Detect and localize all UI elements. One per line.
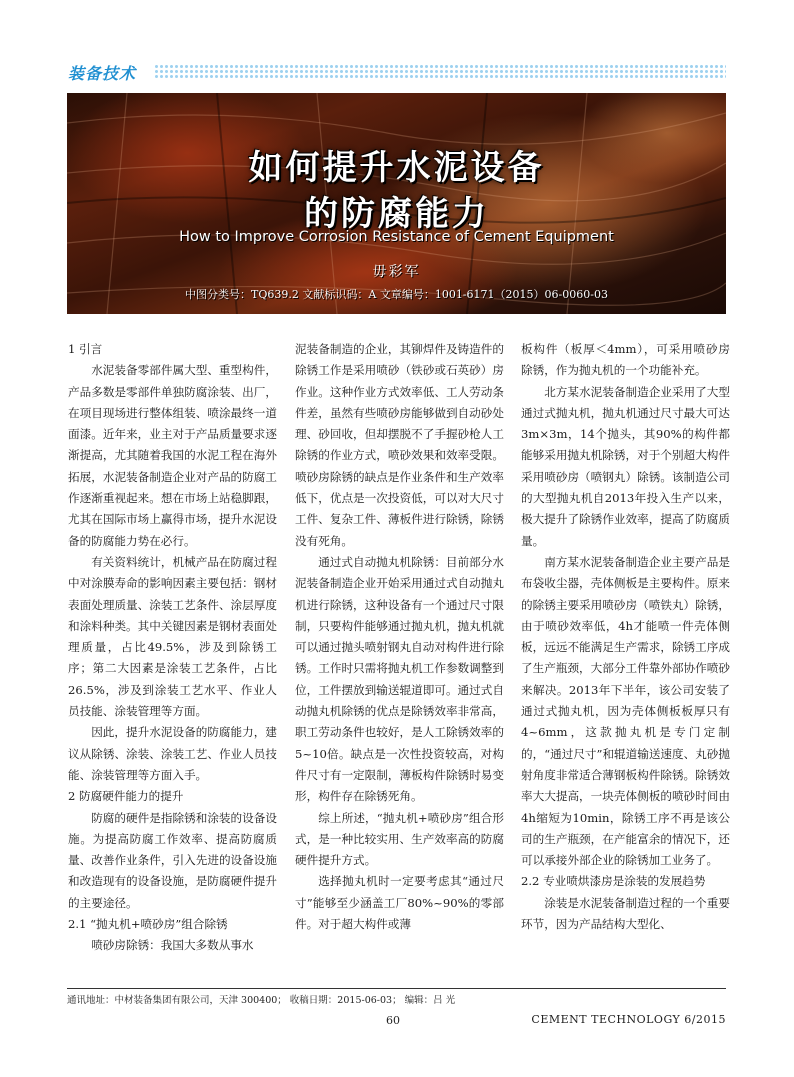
subsection-heading: 2.2 专业喷烘漆房是涂装的发展趋势 bbox=[521, 874, 706, 889]
body-paragraph: 涂装是水泥装备制造过程的一个重要环节，因为产品结构大型化、 bbox=[521, 895, 730, 932]
article-title-line1: 如何提升水泥设备 bbox=[248, 148, 545, 188]
classification-line: 中图分类号：TQ639.2 文献标识码：A 文章编号：1001-6171（2015）06-0060-03 bbox=[185, 288, 608, 301]
section-heading: 1 引言 bbox=[68, 342, 103, 356]
body-paragraph: 水泥装备零部件属大型、重型构件，产品多数是零部件单独防腐涂装、出厂，在项目现场进行整体组装、喷涂最终一道面漆。近年来，业主对于产品质量要求逐渐提高，尤其随着我国的水泥工程在海外拓展，水泥装备制造企业对产品的防腐工作逐渐重视起来。想在市场上站稳脚跟，尤其在国际市场上赢得市场，提升水泥设备的防腐能力势在必行。 bbox=[68, 363, 277, 548]
hero-banner bbox=[67, 93, 726, 314]
author-name: 毋彩军 bbox=[372, 264, 421, 280]
body-paragraph-continued: 板构件（板厚＜4mm），可采用喷砂房除锈，作为抛丸机的一个功能补充。 bbox=[521, 342, 730, 378]
body-paragraph: 北方某水泥装备制造企业采用了大型通过式抛丸机，抛丸机通过尺寸最大可达3m×3m，14个抛头，其90%的构件都能够采用抛丸机除锈，对于个别超大构件采用喷砂房（喷钢丸）除锈。该制造公司的大型抛丸机自2013年投入生产以来，极大提升了除锈作业效率，提高了防腐质量。 bbox=[521, 384, 730, 548]
body-paragraph: 防腐的硬件是指除锈和涂装的设备设施。为提高防腐工作效率、提高防腐质量、改善作业条件，引入先进的设备设施和改造现有的设备设施，是防腐硬件提升的主要途径。 bbox=[68, 810, 277, 910]
article-subtitle-en: How to Improve Corrosion Resistance of Cement Equipment bbox=[179, 229, 614, 245]
body-paragraph: 通过式自动抛丸机除锈：目前部分水泥装备制造企业开始采用通过式自动抛丸机进行除锈，这种设备有一个通过尺寸限制，只要构件能够通过抛丸机，抛丸机就可以通过抛头喷射钢丸自动对构件进行除锈。工作时只需将抛丸机工作参数调整到位，工件摆放到输送辊道即可。通过式自动抛丸机除锈的优点是除锈效率非常高，职工劳动条件也较好，是人工除锈效率的5~10倍。缺点是一次性投资较高，对构件尺寸有一定限制，薄板构件除锈时易变形，构件存在除锈死角。 bbox=[295, 554, 504, 804]
body-column-1 bbox=[68, 339, 277, 957]
body-paragraph: 选择抛丸机时一定要考虑其“通过尺寸”能够至少涵盖工厂80%~90%的零部件。对于超大构件或薄 bbox=[295, 874, 504, 932]
section-heading: 2 防腐硬件能力的提升 bbox=[68, 789, 184, 804]
body-paragraph: 综上所述，“抛丸机+喷砂房”组合形式，是一种比较实用、生产效率高的防腐硬件提升方式。 bbox=[295, 810, 504, 868]
body-paragraph: 有关资料统计，机械产品在防腐过程中对涂膜寿命的影响因素主要包括：钢材表面处理质量、涂装工艺条件、涂层厚度和涂料种类。其中关键因素是钢材表面处理质量，占比49.5%，涉及到除锈工序；第二大因素是涂装工艺条件，占比26.5%，涉及到涂装工艺水平、作业人员技能、涂装管理等方面。 bbox=[68, 554, 277, 719]
body-column-2 bbox=[295, 339, 504, 935]
body-column-3 bbox=[521, 339, 730, 935]
body-paragraph: 因此，提升水泥设备的防腐能力，建议从除锈、涂装、涂装工艺、作业人员技能、涂装管理等方面入手。 bbox=[68, 725, 277, 782]
body-paragraph: 喷砂房除锈：我国大多数从事水 bbox=[91, 938, 254, 953]
section-tag-label: 装备技术 bbox=[68, 64, 137, 83]
body-paragraph-continued: 泥装备制造的企业，其铆焊件及铸造件的除锈工作是采用喷砂（铁砂或石英砂）房作业。这种作业方式效率低、工人劳动条件差，虽然有些喷砂房能够做到自动砂处理、砂回收，但却摆脱不了手握砂枪人工除锈的作业方式，喷砂效果和效率受限。喷砂房除锈的缺点是作业条件和生产效率低下，优点是一次投资低，可以对大尺寸工件、复杂工件、薄板件进行除锈，除锈没有死角。 bbox=[295, 342, 504, 548]
journal-name: CEMENT TECHNOLOGY 6/2015 bbox=[531, 1013, 726, 1026]
body-paragraph: 南方某水泥装备制造企业主要产品是布袋收尘器，壳体侧板是主要构件。原来的除锈主要采用喷砂房（喷铁丸）除锈，由于喷砂效率低，4h才能喷一件壳体侧板，远远不能满足生产需求，除锈工序成了生产瓶颈，大部分工件靠外部协作喷砂来解决。2013年下半年，该公司安装了通过式抛丸机，因为壳体侧板板厚只有4~6mm，这款抛丸机是专门定制的，“通过尺寸”和辊道输送速度、丸砂抛射角度非常适合薄钢板构件除锈。除锈效率大大提高，一块壳体侧板的喷砂时间由4h缩短为10min，除锈工序不再是该公司的生产瓶颈，在产能富余的情况下，还可以承接外部企业的除锈加工业务了。 bbox=[521, 554, 730, 868]
footer-correspondence: 通讯地址：中材装备集团有限公司，天津 300400； 收稿日期：2015-06-03； 编辑：吕 光 bbox=[67, 995, 456, 1006]
section-header bbox=[64, 60, 726, 82]
footer-divider bbox=[67, 988, 726, 989]
article-title-line2: 的防腐能力 bbox=[304, 194, 489, 234]
page-number: 60 bbox=[386, 1014, 400, 1027]
subsection-heading: 2.1 “抛丸机+喷砂房”组合除锈 bbox=[68, 917, 228, 932]
section-dot-pattern bbox=[154, 64, 726, 78]
